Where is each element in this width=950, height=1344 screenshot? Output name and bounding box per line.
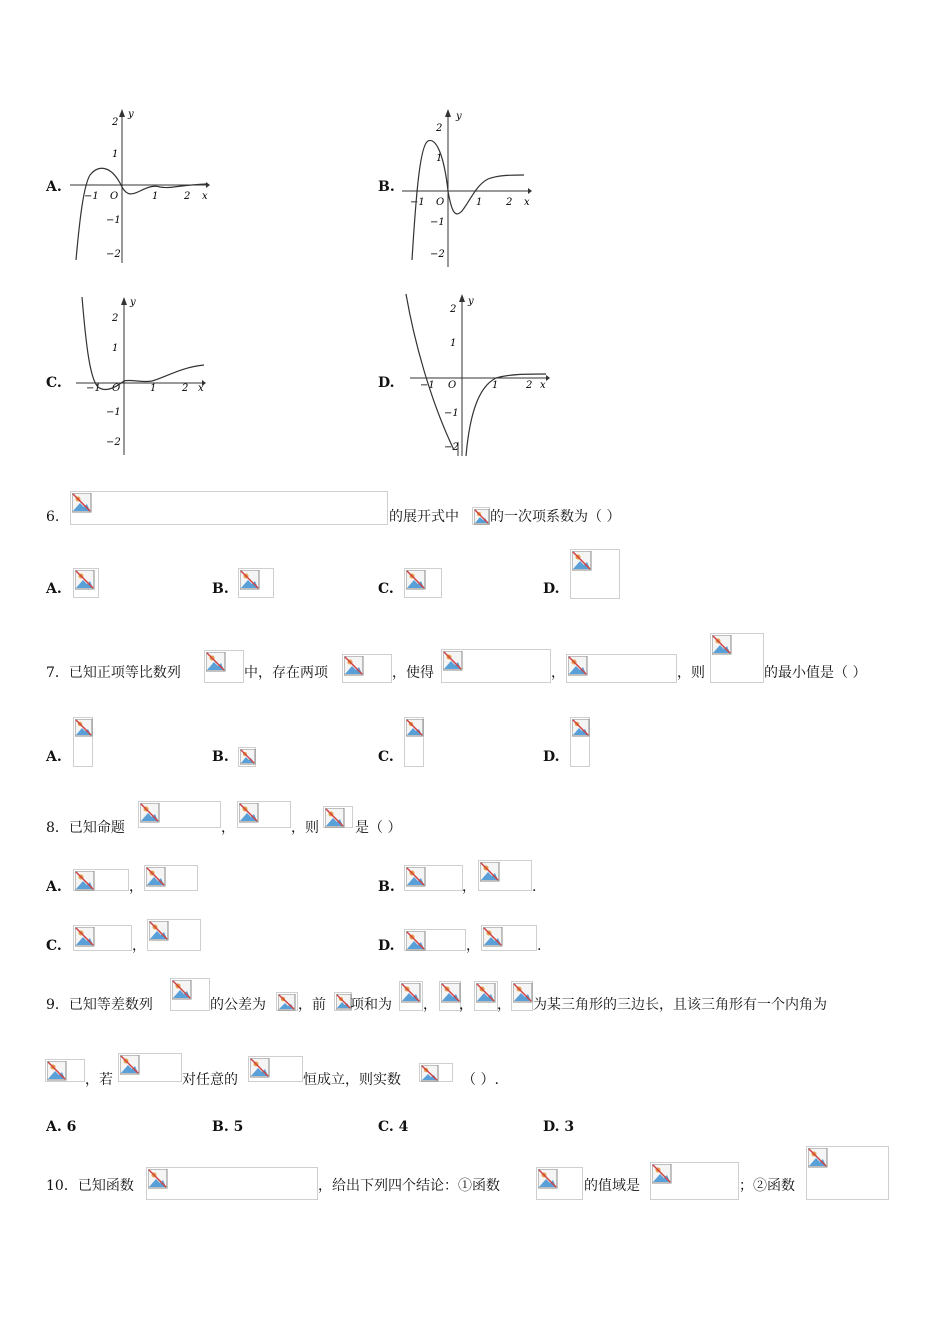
broken-image-icon	[75, 871, 95, 891]
formula-image	[474, 981, 498, 1011]
svg-text:−2: −2	[444, 442, 459, 453]
broken-image-icon	[568, 656, 588, 676]
formula-image	[399, 981, 423, 1011]
period: .	[537, 938, 542, 954]
formula-image	[170, 978, 210, 1011]
q9-text-4: 为某三角形的三边长，且该三角形有一个内角为	[533, 997, 827, 1013]
comma: ，	[466, 938, 480, 954]
comma: ，	[497, 997, 511, 1013]
q8-text-2: ，则	[291, 820, 319, 836]
graph-a	[70, 105, 210, 270]
broken-image-icon	[406, 867, 426, 887]
svg-text:−2: −2	[106, 437, 121, 448]
formula-image	[248, 1056, 303, 1082]
q6-option-d[interactable]: D.	[543, 581, 560, 597]
broken-image-icon	[480, 862, 500, 882]
broken-image-icon	[72, 493, 92, 513]
q7-option-b[interactable]: B.	[212, 749, 229, 765]
svg-text:1: 1	[450, 338, 457, 349]
broken-image-icon	[483, 927, 503, 947]
q8-option-d[interactable]: D.	[378, 938, 395, 954]
formula-image	[146, 1167, 318, 1200]
svg-text:y: y	[456, 111, 462, 122]
q7-option-a[interactable]: A.	[46, 749, 62, 765]
formula-image	[419, 1063, 453, 1082]
svg-text:O: O	[448, 380, 457, 391]
formula-image[interactable]	[144, 865, 198, 891]
q9-option-d[interactable]: D. 3	[543, 1119, 575, 1135]
broken-image-icon	[148, 1169, 168, 1189]
q6-option-b[interactable]: B.	[212, 581, 229, 597]
svg-text:−1: −1	[420, 380, 435, 391]
svg-text:O: O	[112, 383, 121, 394]
q7-text-5: 的最小值是（ ）	[764, 665, 867, 681]
broken-image-icon	[149, 921, 169, 941]
broken-image-icon	[75, 927, 95, 947]
svg-text:1: 1	[112, 343, 119, 354]
broken-image-icon	[421, 1065, 439, 1082]
svg-text:−1: −1	[106, 215, 121, 226]
option-b-label[interactable]: B.	[378, 179, 395, 195]
broken-image-icon	[47, 1061, 67, 1081]
broken-image-icon	[476, 983, 496, 1003]
comma: ，	[459, 997, 473, 1013]
broken-image-icon	[572, 719, 590, 737]
comma: ，	[423, 997, 437, 1013]
q7-option-c[interactable]: C.	[378, 749, 394, 765]
broken-image-icon	[250, 1058, 270, 1078]
svg-text:x: x	[198, 383, 204, 394]
q9-text-0: 9．已知等差数列	[46, 997, 153, 1013]
formula-image	[536, 1167, 583, 1200]
option-c-label[interactable]: C.	[46, 375, 62, 391]
formula-image	[441, 649, 551, 683]
broken-image-icon	[140, 803, 160, 823]
svg-text:−2: −2	[106, 249, 121, 260]
q8-text-1: ，	[221, 820, 235, 836]
comma: ，	[462, 879, 476, 895]
period: .	[532, 879, 537, 895]
broken-image-icon	[406, 570, 426, 590]
formula-image	[342, 654, 392, 683]
q10-text-2: 的值域是	[584, 1178, 640, 1194]
q7-text-2: ，使得	[392, 665, 434, 681]
q7-text-3: ，	[551, 665, 565, 681]
broken-image-icon	[538, 1169, 558, 1189]
graph-b	[402, 105, 542, 270]
broken-image-icon	[401, 983, 421, 1003]
option-a-label[interactable]: A.	[46, 179, 62, 195]
q8-option-b[interactable]: B.	[378, 879, 395, 895]
q6-text-1: 的展开式中	[389, 509, 459, 525]
formula-image[interactable]	[404, 568, 442, 598]
broken-image-icon	[652, 1164, 672, 1184]
svg-text:y: y	[468, 296, 474, 307]
graph-c	[70, 295, 210, 460]
svg-text:−1: −1	[410, 197, 425, 208]
broken-image-icon	[712, 635, 732, 655]
broken-image-icon	[172, 980, 192, 1000]
q7-option-d[interactable]: D.	[543, 749, 560, 765]
q9-text-2: ，前	[298, 997, 326, 1013]
q8-option-a[interactable]: A.	[46, 879, 62, 895]
svg-text:2: 2	[112, 313, 119, 324]
q9-text-6: 对任意的	[182, 1072, 238, 1088]
formula-image	[323, 806, 353, 828]
formula-image	[138, 801, 221, 828]
graph-d	[400, 290, 555, 460]
broken-image-icon	[146, 867, 166, 887]
formula-image[interactable]	[404, 929, 466, 951]
q7-text-1: 中，存在两项	[244, 665, 328, 681]
broken-image-icon	[240, 570, 260, 590]
svg-text:1: 1	[476, 197, 483, 208]
svg-text:2: 2	[436, 123, 443, 134]
formula-image	[237, 801, 291, 828]
svg-text:1: 1	[150, 383, 157, 394]
svg-text:2: 2	[184, 191, 191, 202]
svg-text:y: y	[130, 297, 136, 308]
formula-image	[472, 507, 490, 525]
svg-text:−2: −2	[430, 249, 445, 260]
formula-image[interactable]	[147, 919, 201, 951]
svg-text:2: 2	[506, 197, 513, 208]
svg-text:x: x	[540, 380, 546, 391]
q9-text-8: （ ）.	[462, 1072, 499, 1088]
formula-image	[806, 1146, 889, 1200]
q6-option-a[interactable]: A.	[46, 581, 62, 597]
svg-text:x: x	[524, 197, 530, 208]
formula-image	[276, 992, 298, 1011]
svg-text:1: 1	[112, 149, 119, 160]
svg-text:1: 1	[152, 191, 159, 202]
q8-text-0: 8．已知命题	[46, 820, 125, 836]
comma: ，	[132, 938, 146, 954]
broken-image-icon	[239, 803, 259, 823]
svg-text:−1: −1	[86, 383, 101, 394]
q7-text-0: 7．已知正项等比数列	[46, 665, 181, 681]
formula-image[interactable]	[404, 717, 424, 767]
q9-text-3: 项和为	[350, 997, 392, 1013]
broken-image-icon	[325, 808, 345, 828]
q8-text-3: 是（ ）	[355, 820, 402, 836]
formula-image	[45, 1059, 85, 1082]
broken-image-icon	[278, 994, 296, 1011]
q9-text-1: 的公差为	[210, 997, 266, 1013]
formula-image[interactable]	[404, 865, 463, 891]
svg-text:1: 1	[436, 153, 443, 164]
q7-text-4: ，则	[677, 665, 705, 681]
q6-option-c[interactable]: C.	[378, 581, 394, 597]
formula-image	[566, 654, 677, 683]
formula-image	[650, 1162, 739, 1200]
broken-image-icon	[75, 570, 95, 590]
formula-image[interactable]	[481, 925, 537, 951]
formula-image	[511, 981, 533, 1011]
broken-image-icon	[513, 983, 533, 1003]
broken-image-icon	[808, 1148, 828, 1168]
q6-text-2: 的一次项系数为（ ）	[490, 509, 621, 525]
formula-image	[70, 491, 388, 525]
q8-option-c[interactable]: C.	[46, 938, 62, 954]
formula-image[interactable]	[238, 747, 256, 767]
formula-image	[118, 1053, 182, 1082]
svg-text:2: 2	[112, 117, 119, 128]
broken-image-icon	[75, 719, 93, 737]
formula-image[interactable]	[73, 925, 132, 951]
q10-text-0: 10．已知函数	[46, 1178, 134, 1194]
formula-image[interactable]	[73, 869, 129, 891]
svg-text:O: O	[110, 191, 119, 202]
formula-image[interactable]	[73, 717, 93, 767]
svg-text:2: 2	[182, 383, 189, 394]
broken-image-icon	[406, 719, 424, 737]
svg-text:2: 2	[526, 380, 533, 391]
svg-text:2: 2	[450, 304, 457, 315]
svg-text:1: 1	[492, 380, 499, 391]
formula-image	[204, 650, 244, 683]
svg-text:−1: −1	[430, 217, 445, 228]
formula-image[interactable]	[238, 568, 274, 598]
q6-number: 6.	[46, 509, 60, 525]
broken-image-icon	[206, 652, 226, 672]
q9-option-b[interactable]: B. 5	[212, 1119, 244, 1135]
broken-image-icon	[240, 749, 256, 765]
q9-option-a[interactable]: A. 6	[46, 1119, 77, 1135]
broken-image-icon	[474, 509, 490, 525]
y-axis-label: y	[128, 109, 134, 120]
q9-option-c[interactable]: C. 4	[378, 1119, 409, 1135]
q10-text-3: ；②函数	[739, 1178, 795, 1194]
formula-image[interactable]	[570, 549, 620, 599]
svg-text:−1: −1	[84, 191, 99, 202]
q10-text-1: ，给出下列四个结论：①函数	[318, 1178, 500, 1194]
broken-image-icon	[406, 931, 426, 951]
svg-text:−1: −1	[444, 408, 459, 419]
formula-image	[439, 981, 461, 1011]
comma: ，	[129, 879, 143, 895]
formula-image[interactable]	[570, 717, 590, 767]
broken-image-icon	[572, 551, 592, 571]
q9-text-7: 恒成立，则实数	[303, 1072, 401, 1088]
x-axis-label: x	[202, 191, 208, 202]
formula-image	[710, 633, 764, 683]
svg-text:O: O	[436, 197, 445, 208]
formula-image[interactable]	[73, 568, 99, 598]
formula-image[interactable]	[478, 860, 532, 891]
q9-text-5: ，若	[85, 1072, 113, 1088]
svg-text:−1: −1	[106, 407, 121, 418]
option-d-label[interactable]: D.	[378, 375, 395, 391]
broken-image-icon	[441, 983, 461, 1003]
broken-image-icon	[120, 1055, 140, 1075]
broken-image-icon	[344, 656, 364, 676]
broken-image-icon	[443, 651, 463, 671]
